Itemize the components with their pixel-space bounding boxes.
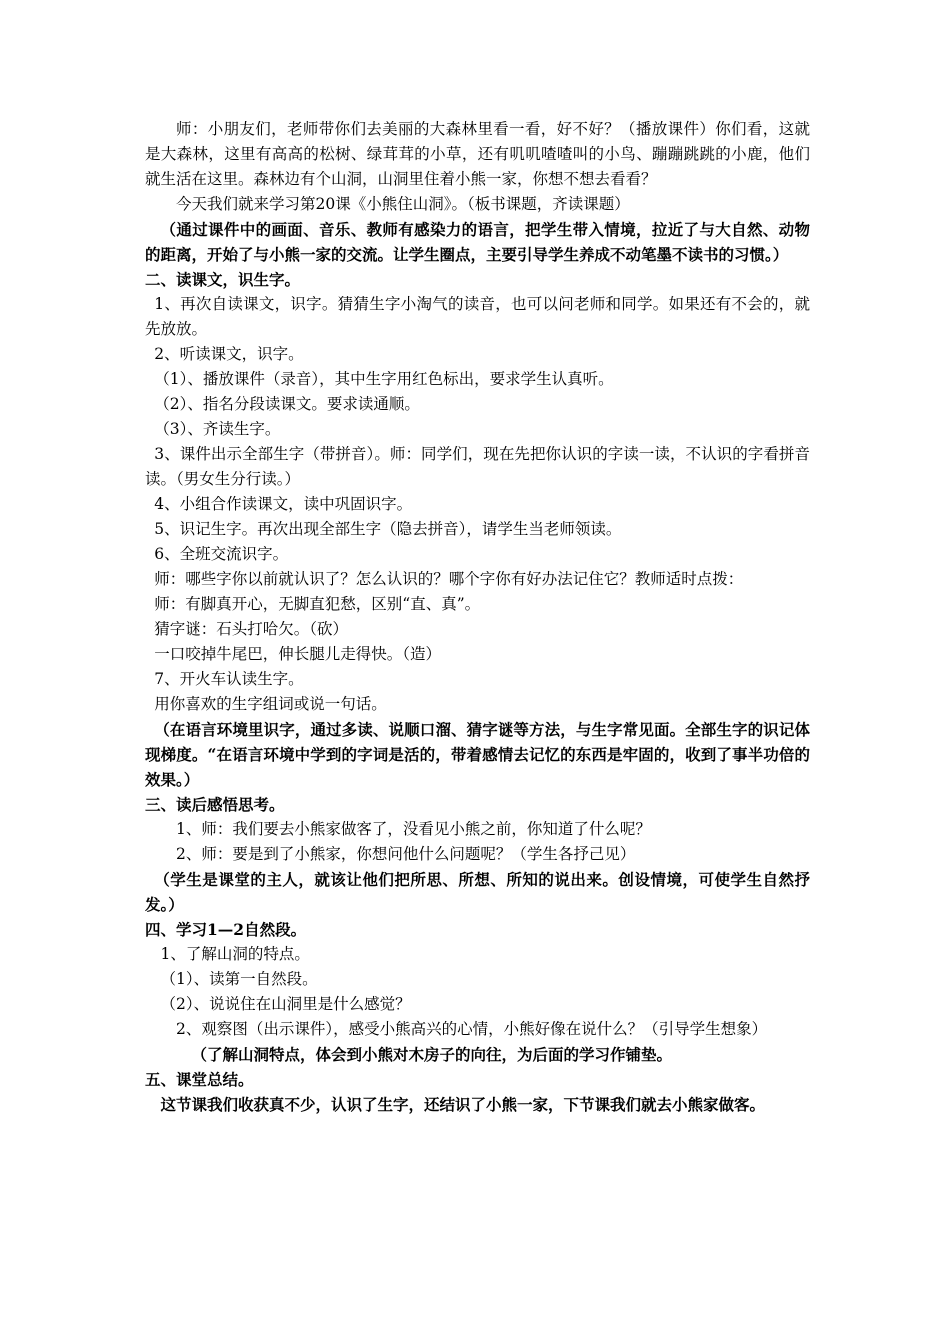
lesson-title-paragraph: 今天我们就来学习第20课《小熊住山洞》。（板书课题，齐读课题） <box>176 195 630 213</box>
section-heading-3: 三、读后感悟思考。 <box>145 795 285 814</box>
section-heading-2: 二、读课文，识生字。 <box>145 270 301 289</box>
riddle-line-1: 猜字谜：石头打哈欠。（砍） <box>154 620 349 638</box>
commentary-note-3: （学生是课堂的主人，就该让他们把所思、所想、所知的说出来。创设情境，可使学生自然抒发。） <box>145 870 810 914</box>
document-body <box>145 117 810 1117</box>
substep-4-1-2: （2）、说说住在山洞里是什么感觉？ <box>160 995 411 1013</box>
step-4-1: 1、了解山洞的特点。 <box>160 945 310 963</box>
substep-2-2-3: （3）、齐读生字。 <box>154 420 281 438</box>
lesson-summary: 这节课我们收获真不少，认识了生字，还结识了小熊一家，下节课我们就去小熊家做客。 <box>160 1095 766 1114</box>
substep-2-2-2: （2）、指名分段读课文。要求读通顺。 <box>154 395 420 413</box>
step-2-1: 1、再次自读课文，识字。猜猜生字小淘气的读音，也可以问老师和同学。如果还有不会的，就先放放。 <box>145 295 810 338</box>
step-4-2: 2、观察图（出示课件），感受小熊高兴的心情，小熊好像在说什么？（引导学生想象） <box>176 1020 768 1038</box>
step-2-4: 4、小组合作读课文，读中巩固识字。 <box>154 495 413 513</box>
step-2-3: 3、课件出示全部生字（带拼音）。师：同学们，现在先把你认识的字读一读，不认识的字看拼音读。（男女生分行读。） <box>145 445 810 488</box>
step-2-5: 5、识记生字。再次出现全部生字（隐去拼音），请学生当老师领读。 <box>154 520 622 538</box>
substep-2-2-1: （1）、播放课件（录音），其中生字用红色标出，要求学生认真听。 <box>154 370 614 388</box>
teacher-intro-paragraph: 师：小朋友们，老师带你们去美丽的大森林里看一看，好不好？（播放课件）你们看，这就是大森林，这里有高高的松树、绿茸茸的小草，还有叽叽喳喳叫的小鸟、蹦蹦跳跳的小鹿，他们就生活在这里。森林边有个山洞，山洞里住着小熊一家，你想不想去看看？ <box>145 120 810 188</box>
teacher-question-line: 师：哪些字你以前就认识了？怎么认识的？哪个字你有好办法记住它？教师适时点拨： <box>154 570 744 588</box>
word-building-line: 用你喜欢的生字组词或说一句话。 <box>154 695 387 713</box>
commentary-note-1: （通过课件中的画面、音乐、教师有感染力的语言，把学生带入情境，拉近了与大自然、动物的距离，开始了与小熊一家的交流。让学生圈点，主要引导学生养成不动笔墨不读书的习惯。） <box>145 220 810 264</box>
step-2-2: 2、听读课文，识字。 <box>154 345 304 363</box>
commentary-note-2: （在语言环境里识字，通过多读、说顺口溜、猜字谜等方法，与生字常见面。全部生字的识记体现梯度。“在语言环境中学到的字词是活的，带着感情去记忆的东西是牢固的，收到了事半功倍的效果。） <box>145 720 810 789</box>
step-2-6: 6、全班交流识字。 <box>154 545 289 563</box>
step-3-2: 2、师：要是到了小熊家，你想问他什么问题呢？（学生各抒己见） <box>176 845 636 863</box>
section-heading-5: 五、课堂总结。 <box>145 1070 254 1089</box>
substep-4-1-1: （1）、读第一自然段。 <box>160 970 318 988</box>
step-2-7: 7、开火车认读生字。 <box>154 670 304 688</box>
commentary-note-4: （了解山洞特点，体会到小熊对木房子的向往，为后面的学习作铺垫。 <box>191 1045 673 1064</box>
section-heading-4: 四、学习1—2自然段。 <box>145 920 307 939</box>
step-3-1: 1、师：我们要去小熊家做客了，没看见小熊之前，你知道了什么呢？ <box>176 820 651 838</box>
teacher-rhyme-line: 师：有脚真开心，无脚直犯愁，区别“直、真”。 <box>154 595 481 613</box>
riddle-line-2: 一口咬掉牛尾巴，伸长腿儿走得快。（造） <box>154 645 442 663</box>
